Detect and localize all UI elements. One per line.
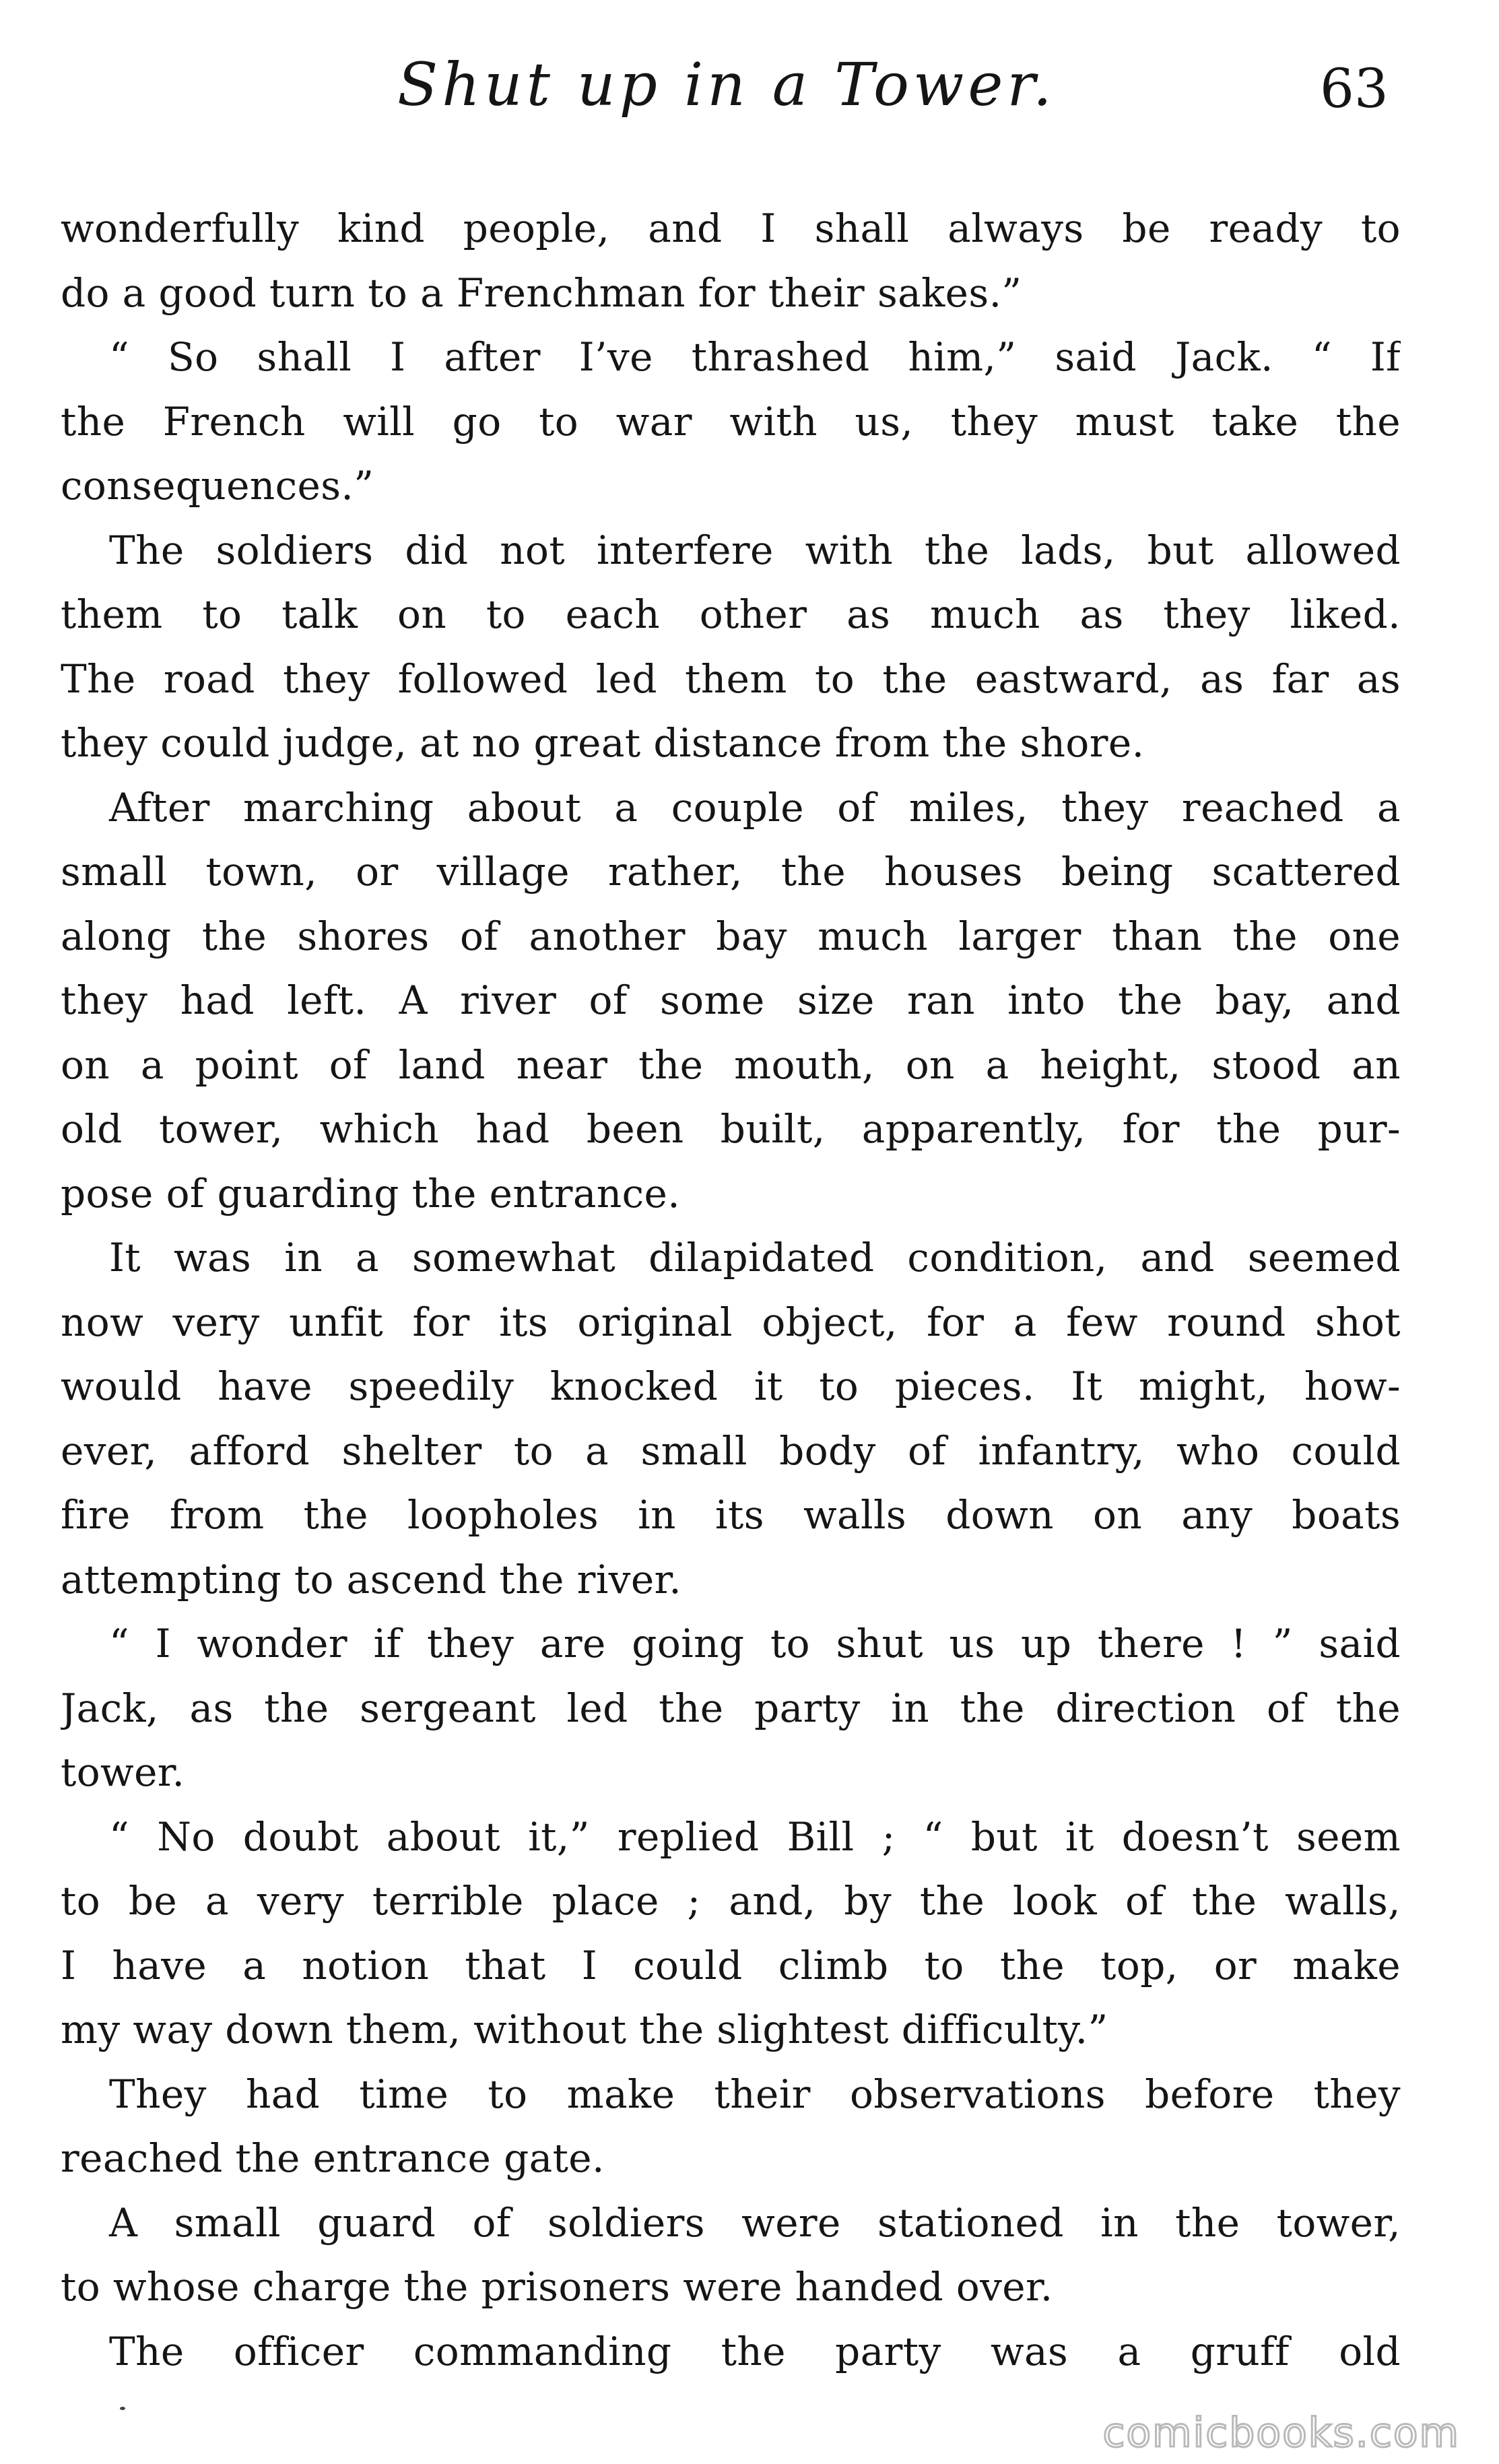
text-line: them to talk on to each other as much as they liked. (61, 591, 1401, 637)
text-line: the French will go to war with us, they must take the (61, 398, 1401, 445)
text-line: reached the entrance gate. (61, 2135, 605, 2181)
body-text (61, 197, 1401, 2384)
text-line: “ No doubt about it,” replied Bill ; “ but it doesn’t seem (109, 1813, 1401, 1860)
page-number: 63 (1320, 57, 1389, 120)
text-line: on a point of land near the mouth, on a height, stood an (61, 1041, 1401, 1088)
text-line: After marching about a couple of miles, they reached a (109, 784, 1401, 831)
text-line: now very unfit for its original object, for a few round shot (61, 1299, 1401, 1345)
running-head (0, 48, 1499, 163)
text-line: Jack, as the sergeant led the party in the direction of the (61, 1685, 1401, 1731)
text-line: The soldiers did not interfere with the lads, but allowed (109, 527, 1401, 573)
text-line: tower. (61, 1749, 185, 1795)
text-line: attempting to ascend the river. (61, 1556, 682, 1602)
text-line: ever, afford shelter to a small body of infantry, who could (61, 1427, 1401, 1474)
text-line: to be a very terrible place ; and, by the look of the walls, (61, 1878, 1401, 1924)
text-line: They had time to make their observations before they (109, 2071, 1401, 2117)
text-line: old tower, which had been built, apparently, for the pur- (61, 1106, 1401, 1152)
text-line: consequences.” (61, 463, 374, 509)
text-line: The officer commanding the party was a gruff old (109, 2328, 1401, 2374)
text-line: they had left. A river of some size ran into the bay, and (61, 977, 1401, 1023)
text-line: to whose charge the prisoners were handed over. (61, 2264, 1053, 2310)
text-line: fire from the loopholes in its walls down on any boats (61, 1492, 1401, 1538)
text-line: along the shores of another bay much larger than the one (61, 913, 1401, 959)
text-line: my way down them, without the slightest difficulty.” (61, 2007, 1108, 2052)
text-line: “ So shall I after I’ve thrashed him,” said Jack. “ If (109, 334, 1401, 380)
text-line: they could judge, at no great distance from the shore. (61, 720, 1145, 766)
text-line: do a good turn to a Frenchman for their sakes.” (61, 269, 1022, 316)
text-line: pose of guarding the entrance. (61, 1170, 681, 1217)
text-line: The road they followed led them to the eastward, as far as (61, 655, 1401, 702)
text-line: A small guard of soldiers were stationed in the tower, (109, 2199, 1401, 2246)
text-line: It was in a somewhat dilapidated condition, and seemed (109, 1235, 1401, 1280)
margin-mark (120, 2407, 125, 2410)
running-head-title: Shut up in a Tower. (397, 50, 1056, 119)
text-line: “ I wonder if they are going to shut us up there ! ” said (109, 1621, 1401, 1666)
text-line: small town, or village rather, the houses being scattered (61, 849, 1401, 895)
watermark: comicbooks.com (1102, 2409, 1460, 2457)
text-line: I have a notion that I could climb to the top, or make (61, 1942, 1401, 1988)
text-line: wonderfully kind people, and I shall always be ready to (61, 205, 1401, 251)
text-line: would have speedily knocked it to pieces. It might, how- (61, 1363, 1401, 1409)
